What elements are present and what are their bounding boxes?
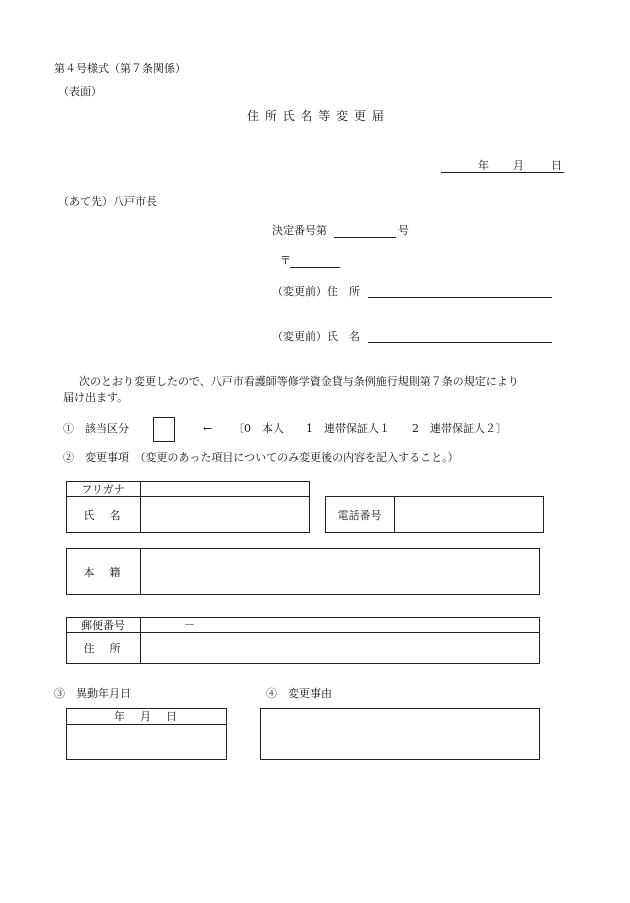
furigana-label: フリガナ bbox=[81, 482, 125, 496]
section3-label: ③ 異動年月日 bbox=[54, 687, 131, 700]
postal-code-dash: － bbox=[184, 618, 195, 631]
decision-number-field[interactable] bbox=[334, 237, 396, 238]
postal-mark: 〒 bbox=[280, 254, 291, 267]
arrow-left-icon: ← bbox=[203, 422, 213, 435]
date-underline bbox=[441, 172, 564, 173]
new-address-label: 住 所 bbox=[83, 642, 123, 655]
date-month-label: 月 bbox=[513, 159, 524, 172]
honseki-label: 本 籍 bbox=[83, 565, 123, 579]
new-address-field[interactable] bbox=[141, 633, 539, 663]
date-year-label: 年 bbox=[478, 159, 489, 172]
category-options: 〔0 本人 1 連帯保証人１ 2 連帯保証人２〕 bbox=[233, 422, 507, 435]
body-text-line2: 届け出ます。 bbox=[63, 391, 129, 404]
date-day-label: 日 bbox=[551, 159, 562, 172]
previous-address-label: （変更前）住 所 bbox=[272, 285, 360, 298]
previous-name-field[interactable] bbox=[368, 342, 552, 343]
previous-address-field[interactable] bbox=[368, 297, 552, 298]
change-date-field[interactable] bbox=[67, 725, 226, 759]
change-date-header: 年 月 日 bbox=[114, 710, 179, 723]
phone-field[interactable] bbox=[395, 497, 543, 532]
name-label: 氏 名 bbox=[83, 508, 123, 522]
section4-label: ④ 変更事由 bbox=[266, 687, 332, 700]
form-side: （表面） bbox=[58, 85, 102, 98]
postal-code-field[interactable] bbox=[290, 267, 340, 268]
honseki-field[interactable] bbox=[141, 549, 539, 594]
postal-code-label: 郵便番号 bbox=[81, 618, 125, 632]
decision-number-suffix: 号 bbox=[398, 224, 409, 237]
category-input-box[interactable] bbox=[153, 417, 175, 442]
furigana-field[interactable] bbox=[141, 481, 309, 496]
page-title: 住 所 氏 名 等 変 更 届 bbox=[247, 109, 385, 123]
addressee: （あて先）八戸市長 bbox=[58, 195, 157, 208]
section2-label: ② 変更事項 （変更のあった項目についてのみ変更後の内容を記入すること。） bbox=[63, 451, 459, 464]
change-reason-field[interactable] bbox=[260, 708, 540, 760]
section1-label: ① 該当区分 bbox=[63, 422, 129, 435]
decision-number-prefix: 決定番号第 bbox=[272, 224, 327, 237]
previous-name-label: （変更前）氏 名 bbox=[272, 330, 360, 343]
name-field[interactable] bbox=[141, 497, 309, 532]
body-text-line1: 次のとおり変更したので、八戸市看護師等修学資金貸与条例施行規則第７条の規定により bbox=[79, 375, 519, 388]
form-number: 第４号様式（第７条関係） bbox=[54, 62, 186, 75]
phone-label: 電話番号 bbox=[337, 508, 382, 522]
